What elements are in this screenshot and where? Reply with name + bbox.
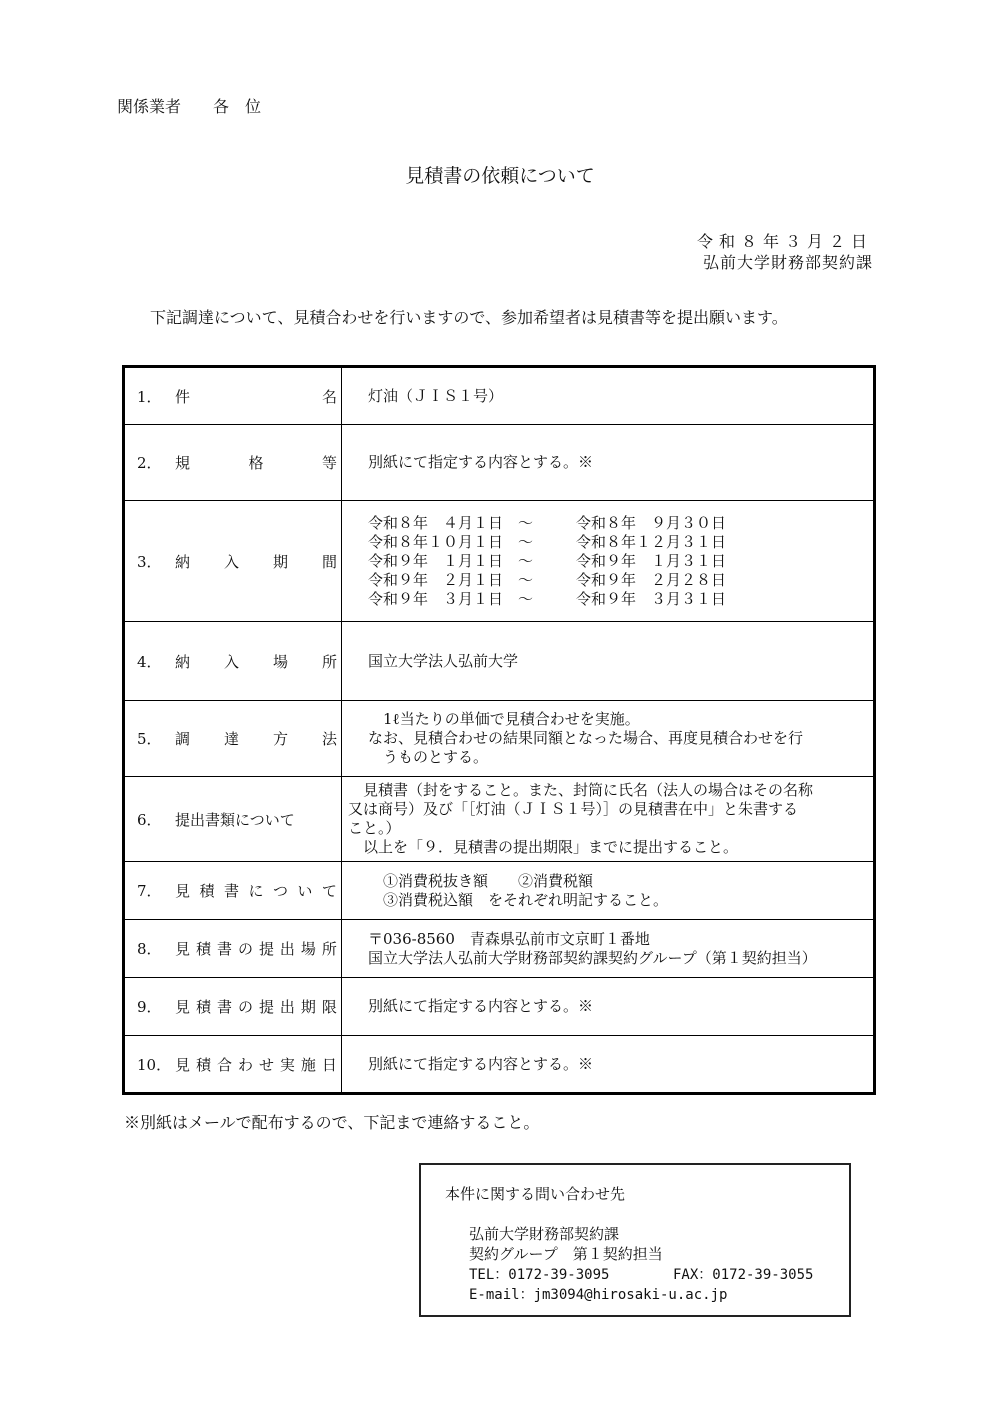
table-row	[124, 501, 875, 622]
row-number: 10．	[137, 1055, 172, 1074]
row-number: 7．	[137, 882, 162, 900]
row-label-char: 書	[216, 940, 232, 958]
row-label-char: 所	[321, 940, 337, 958]
row-label	[175, 880, 341, 901]
table-row	[124, 367, 875, 425]
row-label-cell	[124, 425, 342, 501]
row-value-cell	[342, 1036, 875, 1094]
row-label-char: 出	[279, 940, 295, 958]
row-value: 別紙にて指定する内容とする。※	[368, 453, 594, 471]
row-value-cell	[342, 425, 875, 501]
row-label-char: 入	[223, 552, 239, 571]
row-value-line: うものとする。	[368, 748, 489, 766]
row-label-char: 書	[216, 998, 232, 1016]
row-value-cell	[342, 862, 875, 920]
row-label	[175, 386, 341, 407]
delivery-period	[368, 514, 873, 533]
table-row	[124, 701, 875, 777]
row-label-char: い	[297, 882, 313, 900]
table-row	[124, 777, 875, 862]
period-from: 令和８年 ４月１日	[368, 513, 504, 532]
period-from: 令和９年 ２月１日	[368, 570, 504, 589]
row-label-char: 間	[321, 552, 337, 571]
row-label: 提出書類について	[175, 810, 295, 829]
row-number: 3．	[137, 552, 162, 571]
period-tilde: ～	[518, 513, 534, 532]
row-label-char: 所	[321, 652, 337, 671]
row-label-char: の	[237, 998, 253, 1016]
period-to: 令和８年 ９月３０日	[576, 513, 727, 532]
delivery-period	[368, 533, 873, 552]
row-label-char: 等	[321, 454, 337, 472]
contact-tel: TEL：0172-39-3095	[469, 1267, 610, 1283]
delivery-period	[368, 590, 873, 609]
page-title: 見積書の依頼について	[405, 165, 595, 187]
contact-email[interactable]: E-mail：jm3094@hirosaki-u.ac.jp	[469, 1287, 728, 1303]
row-value-cell	[342, 367, 875, 425]
row-label-char: せ	[258, 1055, 274, 1074]
table-row	[124, 862, 875, 920]
row-label-char: わ	[237, 1055, 253, 1074]
contact-fax: FAX：0172-39-3055	[673, 1267, 814, 1283]
row-label-char: 見	[175, 998, 191, 1016]
row-label-cell	[124, 622, 342, 701]
contact-box	[419, 1163, 851, 1317]
table-row	[124, 1036, 875, 1094]
contact-heading: 本件に関する問い合わせ先	[445, 1185, 626, 1203]
row-value-line: 国立大学法人弘前大学財務部契約課契約グループ（第１契約担当）	[368, 948, 817, 967]
row-number: 8．	[137, 940, 162, 958]
row-label-char: 限	[321, 998, 337, 1016]
row-value-line: ③消費税込額 をそれぞれ明記すること。	[368, 890, 669, 909]
table-row	[124, 622, 875, 701]
row-label-char: 法	[321, 730, 337, 748]
delivery-period	[368, 552, 873, 571]
row-value-cell	[342, 920, 875, 978]
row-label	[175, 728, 341, 749]
period-to: 令和９年 ３月３１日	[576, 589, 727, 608]
period-tilde: ～	[518, 551, 534, 570]
row-label-char: 期	[300, 998, 316, 1016]
row-label-char: 提	[258, 940, 274, 958]
contact-dept: 弘前大学財務部契約課	[469, 1225, 620, 1243]
delivery-period	[368, 571, 873, 590]
row-label-char: 達	[223, 730, 239, 748]
period-to: 令和９年 １月３１日	[576, 551, 727, 570]
period-to: 令和９年 ２月２８日	[576, 570, 727, 589]
row-label-char: 積	[195, 940, 211, 958]
row-label-char: つ	[272, 882, 288, 900]
contact-group: 契約グループ 第１契約担当	[469, 1245, 663, 1263]
row-value-cell	[342, 501, 875, 622]
row-value: 灯油（ＪＩＳ１号）	[368, 386, 504, 405]
row-label-char: 納	[175, 652, 191, 671]
row-label-cell	[124, 777, 342, 862]
row-value-line: ①消費税抜き額 ②消費税額	[368, 871, 594, 890]
period-tilde: ～	[518, 570, 534, 589]
row-value-cell	[342, 622, 875, 701]
row-label-char: 積	[195, 1055, 211, 1074]
row-number: 6．	[137, 810, 162, 829]
row-label	[175, 651, 341, 672]
request-details-table	[122, 365, 876, 1095]
row-value: 国立大学法人弘前大学	[368, 651, 519, 670]
row-number: 2．	[137, 454, 162, 472]
row-label-char: 合	[216, 1055, 232, 1074]
row-label-char: 見	[175, 1055, 191, 1074]
row-label-char: 書	[223, 882, 239, 900]
row-value-line: 1ℓ当たりの単価で見積合わせを実施。	[368, 710, 640, 728]
row-label-char: 納	[175, 552, 191, 571]
period-tilde: ～	[518, 589, 534, 608]
row-value: 別紙にて指定する内容とする。※	[368, 1054, 594, 1073]
row-label-char: 件	[175, 387, 191, 406]
row-label-char: 積	[195, 998, 211, 1016]
row-label-cell	[124, 367, 342, 425]
row-label-char: 提	[258, 998, 274, 1016]
row-label-cell	[124, 501, 342, 622]
row-number: 4．	[137, 652, 162, 671]
row-number: 1．	[137, 387, 162, 406]
row-label-char: 規	[175, 454, 191, 472]
period-to: 令和８年１２月３１日	[576, 532, 727, 551]
row-label-char: 場	[300, 940, 316, 958]
row-label-char: 期	[272, 552, 288, 571]
row-value-cell	[342, 978, 875, 1036]
period-from: 令和９年 ３月１日	[368, 589, 504, 608]
row-value-line: なお、見積合わせの結果同額となった場合、再度見積合わせを行	[368, 729, 804, 747]
footnote: ※別紙はメールで配布するので、下記まで連絡すること。	[124, 1113, 540, 1132]
row-label	[175, 996, 341, 1017]
period-from: 令和９年 １月１日	[368, 551, 504, 570]
row-value-line: こと。）	[348, 819, 401, 837]
row-number: 5．	[137, 730, 162, 748]
row-value-cell	[342, 777, 875, 862]
row-label-char: 出	[279, 998, 295, 1016]
row-label-cell	[124, 862, 342, 920]
row-label-char: 場	[272, 652, 288, 671]
row-label-char: 方	[272, 730, 288, 748]
row-value: 別紙にて指定する内容とする。※	[368, 997, 594, 1015]
row-label-char: 調	[175, 730, 191, 748]
row-label-char: 見	[175, 882, 191, 900]
row-label-cell	[124, 701, 342, 777]
row-label-char: に	[248, 882, 264, 900]
row-label-char: 実	[279, 1055, 295, 1074]
row-value-line: 〒036-8560 青森県弘前市文京町１番地	[368, 929, 650, 948]
row-value-line: 以上を「９．見積書の提出期限」までに提出すること。	[348, 838, 739, 856]
addressee: 関係業者 各 位	[117, 97, 262, 116]
row-label	[175, 551, 341, 572]
issue-date: 令和８年３月２日	[696, 232, 873, 251]
row-label-char: て	[321, 882, 337, 900]
row-label-char: 見	[175, 940, 191, 958]
row-value-line: 見積書（封をすること。また、封筒に氏名（法人の場合はその名称	[348, 781, 814, 799]
row-label-char: の	[237, 940, 253, 958]
row-label	[175, 1054, 341, 1075]
period-from: 令和８年１０月１日	[368, 532, 504, 551]
row-label	[175, 452, 341, 473]
table-row	[124, 920, 875, 978]
row-label-char: 日	[321, 1055, 337, 1074]
row-label-char: 格	[248, 454, 264, 472]
row-label-cell	[124, 920, 342, 978]
period-tilde: ～	[518, 532, 534, 551]
intro-text: 下記調達について、見積合わせを行いますので、参加希望者は見積書等を提出願います。	[150, 308, 788, 327]
row-label-char: 施	[300, 1055, 316, 1074]
table-row	[124, 425, 875, 501]
row-number: 9．	[137, 998, 162, 1016]
row-label-char: 入	[223, 652, 239, 671]
row-label-char: 名	[321, 387, 337, 406]
issuer: 弘前大学財務部契約課	[702, 253, 873, 272]
row-label-char: 積	[199, 882, 215, 900]
row-label	[175, 938, 341, 959]
row-label-cell	[124, 978, 342, 1036]
row-value-line: 又は商号）及び「［灯油（ＪＩＳ１号）］の見積書在中」と朱書する	[348, 800, 799, 818]
row-label-cell	[124, 1036, 342, 1094]
row-value-cell	[342, 701, 875, 777]
table-row	[124, 978, 875, 1036]
